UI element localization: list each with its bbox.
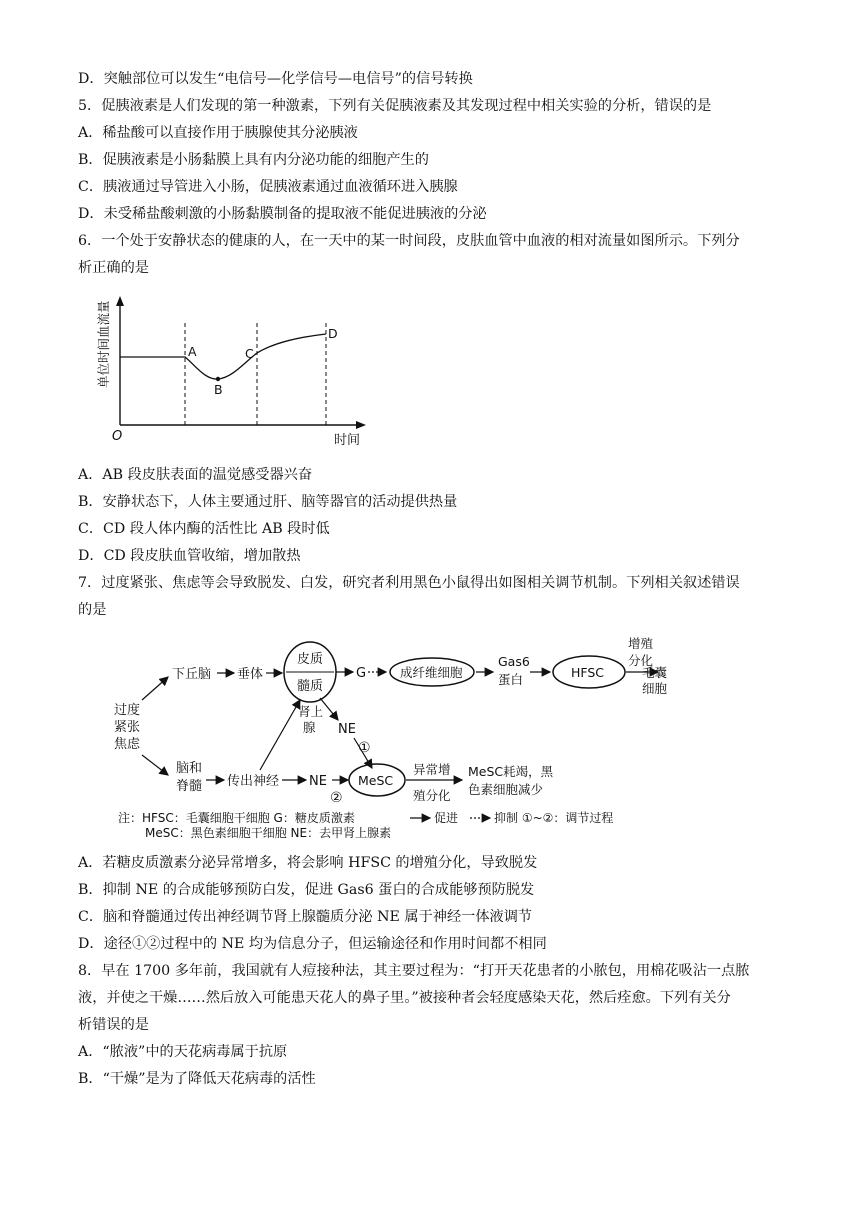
exhaust-label-1: MeSC耗竭，黑 (468, 764, 554, 779)
note-line-1: 注：HFSC：毛囊细胞干细胞 G：糖皮质激素 (118, 811, 355, 825)
fibroblast-label: 成纤维细胞 (400, 665, 463, 680)
x-axis-arrow (356, 421, 366, 429)
x-axis-label: 时间 (334, 433, 361, 448)
q6-option-a: A．AB 段皮肤表面的温觉感受器兴奋 (78, 467, 313, 483)
q6-option-c: C．CD 段人体内酶的活性比 AB 段时低 (78, 521, 330, 537)
q7-option-a: A．若糖皮质激素分泌异常增多，将会影响 HFSC 的增殖分化，导致脱发 (78, 855, 538, 871)
q7-option-d: D．途径①②过程中的 NE 均为信息分子，但运输途径和作用时间都不相同 (78, 936, 547, 952)
q8-stem-line2: 液，并使之干燥……然后放入可能患天花人的鼻子里。”被接种者会轻度感染天花，然后痊愈。下列有关分 (78, 990, 731, 1006)
q8-stem-line3: 析错误的是 (78, 1017, 149, 1033)
ne-bottom-label: NE (309, 774, 327, 789)
q5-stem: 5．促胰液素是人们发现的第一种激素，下列有关促胰液素及其发现过程中相关实验的分析，错误的是 (78, 98, 712, 114)
q4-option-d: D．突触部位可以发生“电信号—化学信号—电信号”的信号转换 (78, 71, 473, 87)
q8-option-b: B．“干燥”是为了降低天花病毒的活性 (78, 1071, 316, 1087)
gas6-label-1: Gas6 (498, 654, 530, 669)
medulla-label: 髓质 (297, 679, 324, 694)
stress-label-3: 焦虑 (114, 737, 141, 752)
q8-option-a: A．“脓液”中的天花病毒属于抗原 (78, 1044, 288, 1060)
label-d: D (328, 326, 338, 341)
abnormal-label-2: 殖分化 (413, 788, 451, 803)
y-axis-label: 单位时间血流量 (96, 300, 111, 388)
note-line-2: MeSC：黑色素细胞干细胞 NE：去甲肾上腺素 (145, 826, 392, 840)
hfsc-label: HFSC (571, 665, 605, 680)
ne-top-label: NE (338, 722, 356, 737)
brain-label-2: 脊髓 (176, 779, 203, 794)
abnormal-label-1: 异常增 (413, 762, 451, 777)
q7-option-b: B．抑制 NE 的合成能够预防白发，促进 Gas6 蛋白的合成能够预防脱发 (78, 882, 535, 898)
label-b: B (214, 382, 223, 397)
blood-flow-chart (96, 290, 370, 450)
g-label: G (356, 666, 367, 681)
q6-stem-line2: 析正确的是 (78, 260, 149, 276)
exhaust-label-2: 色素细胞减少 (468, 782, 544, 797)
q7-stem-line1: 7．过度紧张、焦虑等会导致脱发、白发，研究者利用黑色小鼠得出如图相关调节机制。下列相关叙述错误 (78, 575, 740, 591)
origin-label: O (112, 429, 123, 444)
q5-option-a: A．稀盐酸可以直接作用于胰腺使其分泌胰液 (78, 125, 358, 141)
adrenal-label-1: 肾上 (298, 704, 324, 719)
label-a: A (188, 344, 197, 359)
note-inhibit: 抑制 ①~②：调节过程 (494, 811, 614, 825)
mesc-label: MeSC (358, 773, 394, 788)
q6-option-b: B．安静状态下，人体主要通过肝、脑等器官的活动提供热量 (78, 494, 458, 510)
flow-curve (120, 334, 326, 379)
label-c: C (245, 346, 254, 361)
circle-2: ② (330, 790, 343, 806)
q8-stem-line1: 8．早在 1700 多年前，我国就有人痘接种法，其主要过程为：“打开天花患者的小脓包，用棉花吸沾一点脓 (78, 963, 750, 979)
hair-label-2: 细胞 (641, 681, 667, 696)
q5-option-b: B．促胰液素是小肠黏膜上具有内分泌功能的细胞产生的 (78, 152, 429, 168)
hair-label-1: 毛囊 (641, 665, 667, 680)
q7-option-c: C．脑和脊髓通过传出神经调节肾上腺髓质分泌 NE 属于神经一体液调节 (78, 909, 533, 925)
q7-stem-line2: 的是 (78, 602, 107, 618)
prolif-label-2: 分化 (628, 653, 654, 668)
cortex-label: 皮质 (297, 652, 324, 667)
note-promote: 促进 (434, 811, 459, 825)
stress-label-1: 过度 (114, 703, 141, 718)
nerve-label: 传出神经 (227, 774, 280, 789)
point-b (216, 377, 220, 381)
adrenal-label-2: 腺 (303, 720, 316, 735)
prolif-label-1: 增殖 (628, 636, 654, 651)
q5-option-d: D．未受稀盐酸刺激的小肠黏膜制备的提取液不能促进胰液的分泌 (78, 206, 487, 222)
gas6-label-2: 蛋白 (498, 672, 524, 687)
circle-1: ① (358, 740, 371, 756)
q6-option-d: D．CD 段皮肤血管收缩，增加散热 (78, 548, 301, 564)
stress-label-2: 紧张 (114, 720, 141, 735)
regulation-diagram (110, 630, 670, 840)
q6-stem-line1: 6．一个处于安静状态的健康的人，在一天中的某一时间段，皮肤血管中血液的相对流量如图所示。下列分 (78, 233, 740, 249)
hypothalamus: 下丘脑 (172, 667, 212, 682)
q5-option-c: C．胰液通过导管进入小肠，促胰液素通过血液循环进入胰腺 (78, 179, 458, 195)
pituitary: 垂体 (237, 667, 264, 682)
y-axis-arrow (116, 296, 124, 306)
brain-label-1: 脑和 (176, 761, 203, 776)
